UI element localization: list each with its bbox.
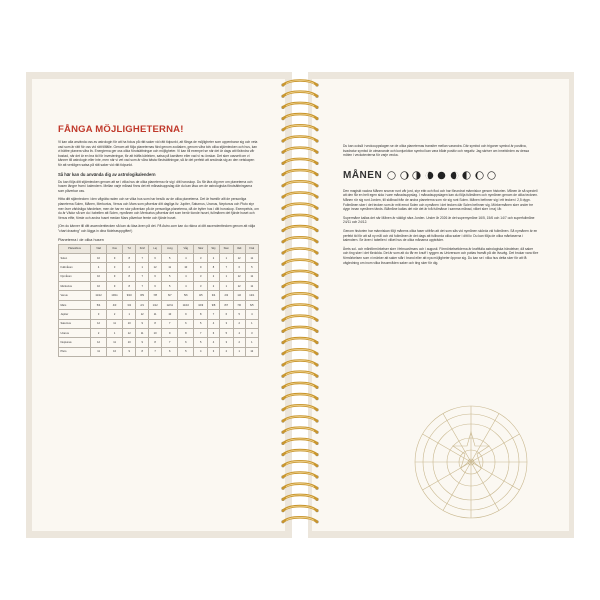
column-header: Vatt — [233, 244, 245, 253]
table-cell: 7 — [162, 319, 178, 328]
table-row — [59, 347, 259, 356]
table-cell: 12/1 — [245, 291, 258, 300]
table-cell: 3/2 — [123, 300, 136, 309]
table-cell: 6 — [178, 338, 194, 347]
table-cell: 6/7 — [162, 291, 178, 300]
row-header-cell: Jupiter — [59, 310, 91, 319]
table-cell: 10 — [123, 319, 136, 328]
table-cell: 3 — [194, 272, 208, 281]
table-cell: 5/6 — [178, 291, 194, 300]
table-cell: 4 — [208, 319, 220, 328]
waning-gibbous-icon — [450, 171, 459, 180]
last-quarter-icon — [462, 171, 471, 180]
moon-phases — [387, 171, 496, 180]
table-cell: 6 — [219, 310, 233, 319]
row-header-cell: Neptunus — [59, 338, 91, 347]
table-cell: 11/12 — [91, 291, 107, 300]
waxing-crescent-icon — [400, 171, 409, 180]
table-cell: 9/10 — [123, 291, 136, 300]
table-cell: 2 — [208, 253, 220, 262]
table-cell: 6 — [233, 263, 245, 272]
table-cell: 12 — [233, 253, 245, 262]
table-cell: 6 — [148, 253, 161, 262]
table-cell: 12 — [233, 282, 245, 291]
row-header-cell: Uranus — [59, 329, 91, 338]
column-header: Sten — [219, 244, 233, 253]
table-cell: 1 — [233, 347, 245, 356]
table-cell: 3 — [208, 347, 220, 356]
table-cell: 2 — [208, 282, 220, 291]
table-cell: 3/4 — [208, 291, 220, 300]
column-header: Våg — [178, 244, 194, 253]
table-cell: 2 — [91, 329, 107, 338]
table-cell: 8 — [148, 319, 161, 328]
table-cell: 5/4 — [91, 300, 107, 309]
table-cell: 1 — [136, 263, 149, 272]
table-cell: 7/8 — [148, 291, 161, 300]
table-cell: 11 — [245, 253, 258, 262]
table-cell: 12 — [148, 263, 161, 272]
table-caption: Planeterna i de olika husen — [58, 237, 104, 242]
table-cell: 5 — [245, 263, 258, 272]
column-header: Tvi — [123, 244, 136, 253]
table-cell: 5 — [194, 319, 208, 328]
table-cell: 5 — [233, 310, 245, 319]
table-cell: 11 — [245, 282, 258, 291]
sign-paragraph: Hitta ditt stjärntecken i den vågräta raden och se vilka hus som har besök av de olika planeterna. Det är framför allt de personliga planeterna Solen, Månen, Merkurius, Venus och Mars som påverkar ditt dagliga liv. Jupiter, Saturnus, Uranus, Neptunus och Pluto styr mer över världsliga händelser, men de har en stor påverkan på de personliga planeterna, då de bytter hus i ditt horoskop. Exempelvis, om du är Vädur så ser du i tabellen att Solen, nymånen och Merkurius påverkar det som berör tionde huset, fullmånen det fjärde huset och Venus elfte, förste och andra huset medan Mars påverkar femte och fjärde huset. — [58, 197, 259, 220]
table-cell: 1 — [107, 329, 123, 338]
table-header-row — [59, 244, 259, 253]
table-cell: 1 — [245, 319, 258, 328]
table-cell: 9 — [162, 329, 178, 338]
column-header: Väd — [91, 244, 107, 253]
ascendant-paragraph: (Om du känner till ditt ascendenttecken så kan du läsa även på det. På Astro.com kan du räkna ut ditt ascendenttecken genom att välja "chart drawing" och lägga in dina födelseuppgifter!) — [58, 224, 256, 233]
table-cell: 4 — [91, 263, 107, 272]
table-row — [59, 329, 259, 338]
table-cell: 10/9 — [194, 300, 208, 309]
table-cell: 5 — [194, 338, 208, 347]
table-cell: 2 — [233, 338, 245, 347]
moon-phases-paragraph: Genom historien har människan följt månens olika faser utifrån att det som sås vid nymånen skörda vid fullmånen. Så nymånen är en perfekt tid för att så ny mål och vid fullmånen är det dags att fullborda olika saker i ditt liv. Du kan följa de olika månfaserna i kalendern. Se även i tabellen i vilket hus de olika månarna uppträder. — [343, 228, 538, 243]
row-header-cell: Nymånen — [59, 272, 91, 281]
table-cell: 1 — [219, 282, 233, 291]
table-cell: 2/1 — [136, 300, 149, 309]
table-cell: 3 — [107, 263, 123, 272]
table-cell: 1/12 — [148, 300, 161, 309]
table-cell: 11 — [107, 338, 123, 347]
table-cell: 12 — [245, 347, 258, 356]
column-header: Jung — [162, 244, 178, 253]
table-cell: 2 — [107, 310, 123, 319]
table-cell: 12 — [123, 329, 136, 338]
table-cell: 10 — [178, 263, 194, 272]
table-cell: 8/9 — [136, 291, 149, 300]
table-cell: 6 — [162, 347, 178, 356]
column-header: Oxe — [107, 244, 123, 253]
table-cell: 9/8 — [208, 300, 220, 309]
table-row — [59, 291, 259, 300]
row-header-cell: Solen — [59, 253, 91, 262]
table-row — [59, 263, 259, 272]
table-cell: 7 — [136, 272, 149, 281]
column-header: Sky — [208, 244, 220, 253]
table-cell: 10/11 — [107, 291, 123, 300]
table-cell: 10 — [148, 329, 161, 338]
table-cell: 4/5 — [194, 291, 208, 300]
table-cell: 3 — [91, 310, 107, 319]
table-row — [59, 310, 259, 319]
table-cell: 4 — [178, 282, 194, 291]
spiral-binding — [270, 76, 330, 536]
table-row — [59, 319, 259, 328]
table-cell: 7 — [136, 282, 149, 291]
row-header-cell: Venus — [59, 291, 91, 300]
planet-house-table — [58, 244, 259, 358]
new-moon-icon — [487, 171, 496, 180]
table-cell: 10 — [162, 310, 178, 319]
table-cell: 2 — [208, 272, 220, 281]
table-cell: 3 — [219, 338, 233, 347]
table-cell: 9 — [136, 338, 149, 347]
table-cell: 11 — [107, 319, 123, 328]
table-cell: 8 — [194, 310, 208, 319]
table-cell: 7 — [194, 329, 208, 338]
table-cell: 1 — [245, 338, 258, 347]
table-cell: 12 — [91, 338, 107, 347]
table-cell: 7/6 — [233, 300, 245, 309]
table-cell: 12 — [136, 310, 149, 319]
left-page — [32, 79, 285, 531]
table-cell: 1/2 — [233, 291, 245, 300]
moon-header — [343, 170, 539, 181]
row-header-cell: Saturnus — [59, 319, 91, 328]
table-cell: 6 — [148, 272, 161, 281]
table-cell: 5 — [219, 329, 233, 338]
table-cell: 8 — [136, 347, 149, 356]
table-cell: 6/5 — [245, 300, 258, 309]
moon-paragraph: Den magiskt vackra Månen snurrar runt vår jord, styr ebb och flod och har förundrat människor genom historien. Månen är så speciell att den får en helt egen sida i vare månadsuppslag. I månadsuppslagen kan du följa fullmånen och nymånen genom de olika tecknen. Månen rör sig runt Jorden, till skillnad från de andra planeterna som rör sig runt Solen. Månen befinner sig i ett tecken i 2,5 dygn. Fullmånen sker i det tecken som är mitt emot Solen och nymånen i det tecken där Solen befinner sig. Mörkermånen sker under tre dygn innan nymånen tänds. Blåmåne kallas det när det är två fullmånar i samma månad, vilket sker i maj i år. — [343, 188, 539, 212]
table-cell: 1 — [123, 310, 136, 319]
table-cell: 8 — [123, 272, 136, 281]
table-cell: 8 — [123, 253, 136, 262]
eclipse-paragraph: Årets sol- och månförmörkelser sker i februari/mars och i augusti. Förmörkelsetiderna är kraftfulla astrologiska händelser, då saker och ting sker i det fördolda. Det är som att du får en knuff i ryggen av Universum och puttas framåt på din livsväg. Det brukar vara före förmörkelsen som vi märker att saker står i brand eller att nya möjligheter öppnar sig. Du kan se i vilka hus detta sker för att få vägledning om inom vilka livsområden saker och ting sker för dig. — [343, 246, 539, 265]
table-cell: 3 — [194, 253, 208, 262]
table-cell: 10 — [107, 347, 123, 356]
table-cell: 3 — [245, 329, 258, 338]
waning-crescent-icon — [475, 171, 484, 180]
table-cell: 12 — [233, 272, 245, 281]
table-cell: 4 — [208, 338, 220, 347]
table-cell: 5 — [162, 272, 178, 281]
table-cell: 10 — [91, 272, 107, 281]
table-body — [59, 253, 259, 356]
table-cell: 9 — [194, 263, 208, 272]
table-row — [59, 272, 259, 281]
first-quarter-icon — [412, 171, 421, 180]
table-cell: 6 — [178, 319, 194, 328]
table-cell: 11 — [136, 329, 149, 338]
table-cell: 8 — [123, 282, 136, 291]
table-cell: 5 — [178, 347, 194, 356]
table-cell: 2 — [233, 319, 245, 328]
table-cell: 9 — [107, 272, 123, 281]
row-header-cell: Fullmånen — [59, 263, 91, 272]
table-cell: 4 — [245, 310, 258, 319]
intro-paragraph: Vi kan alla använda oss av astrologin för att ha fokus på rätt saker vid rätt tidpunkt, att fånga de möjligheter som uppenbarar sig och veta vad som är rätt för oss vid rätt tillfälle. Genom att följa planeternas färd genom zodiaken, genom våra tolv olika stjärntecken och hus, kan vi bättre planera våra liv. Energierna ger oss olika förutsättningar och möjligheter. Vi kan till exempel se när det är dags att förändra vår bostad, när det är en bra tid för investeringar, för att träffa kärleken, satsa på karriären eller vad vi nu önskar. Det sker oavsett om vi känner till astrologin eller inte, men när vi vet vad som är våra bästa förutsättningar, så är det perfekt att använda sig av den vetskapen för att verkligen satsa på rätt saker vid rätt tidpunkt. — [58, 140, 258, 167]
table-cell: 10 — [91, 253, 107, 262]
table-cell: 3 — [194, 282, 208, 291]
new-moon-icon — [387, 171, 396, 180]
table-cell: 2 — [219, 347, 233, 356]
table-cell: 12/11 — [162, 300, 178, 309]
table-cell: 8/7 — [219, 300, 233, 309]
row-header-cell: Pluto — [59, 347, 91, 356]
supermoon-paragraph: Supermåne kallas det när Månen är väldigt nära Jorden. Under år 2026 är det supernymåne 16/5, 15/6 och 14/7 och superfullmåne 24/11 och 24/12. — [343, 215, 535, 225]
table-cell: 1 — [219, 272, 233, 281]
table-cell: 5 — [162, 282, 178, 291]
table-cell: 11 — [91, 347, 107, 356]
section-subheading: Så här kan du använda dig av astrologikalendern — [58, 171, 156, 177]
table-cell: 3 — [219, 319, 233, 328]
table-cell: 4/3 — [107, 300, 123, 309]
table-cell: 11/10 — [178, 300, 194, 309]
usage-paragraph: Du kan följa ditt stjärntecken genom att se i vilka hus de olika planeterna rör sig i ditt horoskop. Du får lära dig mer om planeterna och husen längre fram i kalendern. Mellan varje månad finns det ett månadsuppslag där du kan läsa om de astrologiska förutsättningarna som påverkar oss. — [58, 179, 253, 193]
column-header: Planet/Hus — [59, 244, 91, 253]
table-cell: 7 — [219, 263, 233, 272]
row-header-cell: Merkurius — [59, 282, 91, 291]
column-header: Lej — [148, 244, 161, 253]
table-row — [59, 300, 259, 309]
table-cell: 9 — [107, 282, 123, 291]
table-cell: 4 — [233, 329, 245, 338]
table-cell: 7 — [162, 338, 178, 347]
table-cell: 8 — [208, 263, 220, 272]
table-cell: 9 — [178, 310, 194, 319]
transit-paragraph: Du kan också i veckouppslagen se de olika planeternas transiter mellan varandra. Där symbol och trigoner symbol är positiva, kvadratur symbol är utmanande och konjunktion symbol kan vara både positiv och negativ. Jag skriver om innebörden av dessa möten i veckotexterna för varje vecka. — [343, 144, 529, 158]
left-page-title: FÅNGA MÖJLIGHETERNA! — [58, 124, 184, 135]
column-header: Skor — [194, 244, 208, 253]
table-row — [59, 282, 259, 291]
column-header: Kräf — [136, 244, 149, 253]
table-cell: 5 — [162, 253, 178, 262]
table-cell: 7 — [148, 347, 161, 356]
full-moon-icon — [437, 171, 446, 180]
row-header-cell: Mars — [59, 300, 91, 309]
table-cell: 6 — [148, 282, 161, 291]
table-cell: 2 — [123, 263, 136, 272]
table-cell: 9 — [136, 319, 149, 328]
table-cell: 7 — [136, 253, 149, 262]
column-header: Fisk — [245, 244, 258, 253]
table-cell: 4 — [178, 272, 194, 281]
table-cell: 6 — [208, 329, 220, 338]
table-cell: 1 — [219, 253, 233, 262]
table-cell: 12 — [91, 319, 107, 328]
table-cell: 11 — [245, 272, 258, 281]
table-cell: 9 — [123, 347, 136, 356]
table-row — [59, 338, 259, 347]
table-cell: 4 — [178, 253, 194, 262]
table-cell: 8 — [178, 329, 194, 338]
table-cell: 11 — [162, 263, 178, 272]
table-cell: 4 — [194, 347, 208, 356]
table-cell: 9 — [107, 253, 123, 262]
zodiac-wheel-icon — [411, 402, 531, 522]
table-row — [59, 253, 259, 262]
table-cell: 10 — [91, 282, 107, 291]
waxing-gibbous-icon — [425, 171, 434, 180]
table-cell: 2/3 — [219, 291, 233, 300]
moon-title: MÅNEN — [343, 169, 383, 181]
table-cell: 8 — [148, 338, 161, 347]
table-cell: 10 — [123, 338, 136, 347]
table-cell: 11 — [148, 310, 161, 319]
table-cell: 7 — [208, 310, 220, 319]
